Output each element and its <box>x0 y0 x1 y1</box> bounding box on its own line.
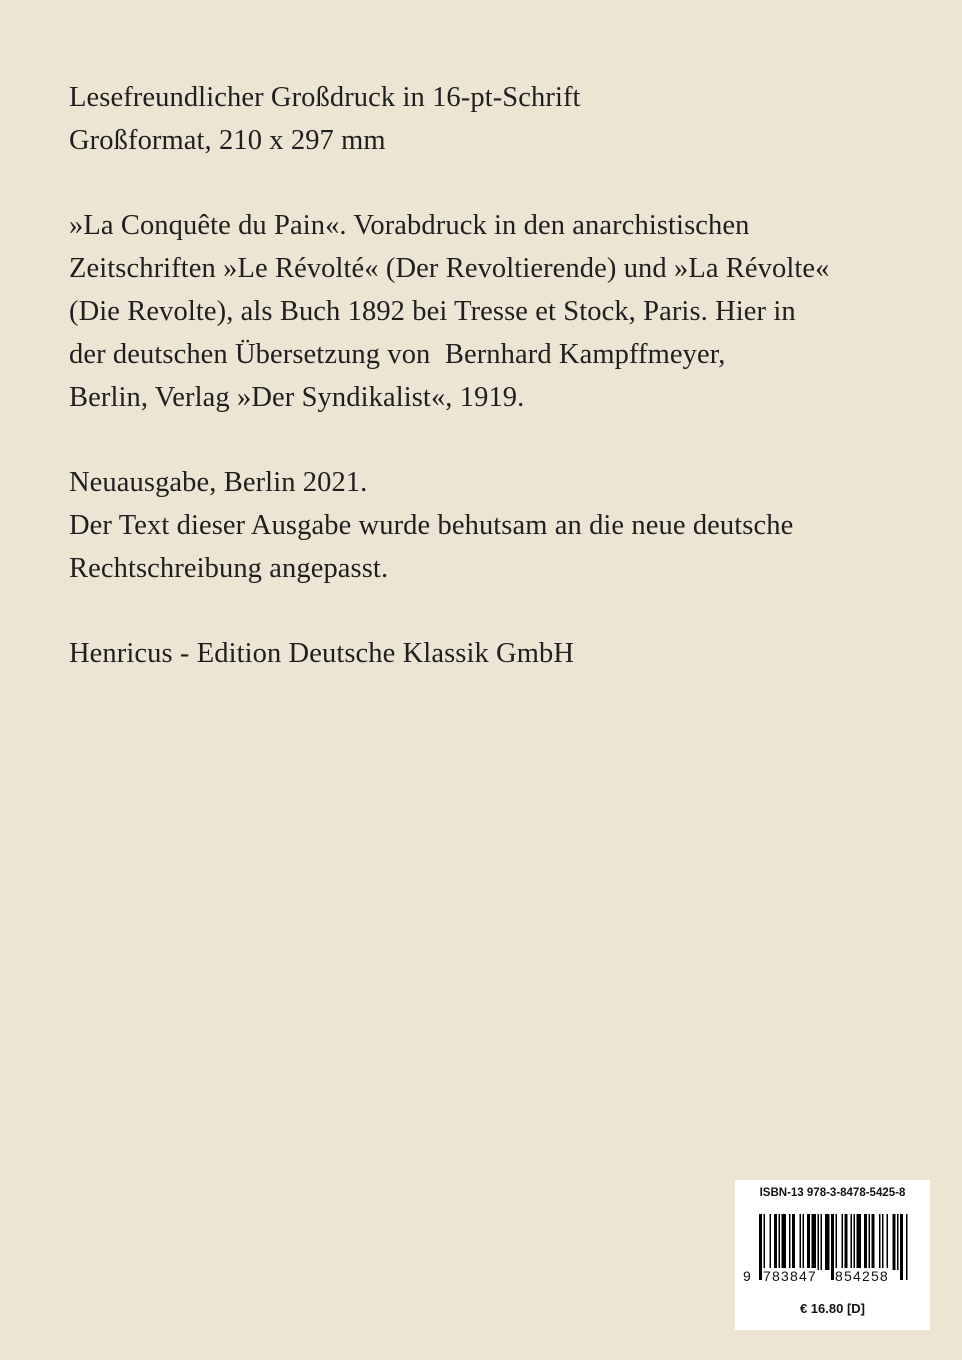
barcode-bar <box>864 1214 867 1270</box>
origin-line: Berlin, Verlag »Der Syndikalist«, 1919. <box>69 382 525 413</box>
barcode-bar <box>792 1214 795 1270</box>
barcode-digit-first: 9 <box>743 1268 752 1284</box>
barcode-bar <box>759 1214 762 1280</box>
text-block <box>69 76 909 717</box>
isbn-number: ISBN-13 978-3-8478-5425-8 <box>759 1187 906 1199</box>
barcode-bar <box>842 1214 844 1270</box>
large-print-line: Lesefreundlicher Großdruck in 16-pt-Schrift <box>69 82 581 113</box>
edition-line: Neuausgabe, Berlin 2021. <box>69 467 368 498</box>
format-line: Großformat, 210 x 297 mm <box>69 125 386 156</box>
price-label: € 16.80 [D] <box>799 1301 866 1316</box>
origin-line: (Die Revolte), als Buch 1892 bei Tresse et Stock, Paris. Hier in <box>69 296 796 327</box>
barcode-bar <box>900 1214 903 1280</box>
format-info <box>69 76 909 162</box>
barcode-bar <box>845 1214 848 1270</box>
barcode-digits-left: 783847 <box>763 1268 817 1284</box>
barcode-bar <box>869 1214 871 1270</box>
barcode-bar <box>789 1214 791 1270</box>
barcode-bar <box>857 1214 862 1270</box>
barcode-bar <box>882 1214 884 1270</box>
barcode-bar <box>872 1214 875 1270</box>
barcode-bar <box>893 1214 896 1270</box>
origin-line: Zeitschriften »Le Révolté« (Der Revoltierende) und »La Révolte« <box>69 253 830 284</box>
barcode-bar <box>887 1214 889 1270</box>
origin-paragraph <box>69 204 909 419</box>
barcode-bar <box>831 1214 834 1280</box>
barcode-bar <box>782 1214 787 1270</box>
barcode-bar <box>803 1214 805 1270</box>
origin-line: der deutschen Übersetzung von Bernhard Kampffmeyer, <box>69 339 726 370</box>
barcode-bar <box>812 1214 817 1270</box>
barcode-digits-right: 854258 <box>835 1268 889 1284</box>
barcode-bar <box>770 1214 772 1270</box>
barcode-bar <box>779 1214 781 1270</box>
edition-line: Rechtschreibung angepasst. <box>69 553 389 584</box>
barcode-bar <box>851 1214 853 1270</box>
barcode-bar <box>818 1214 820 1270</box>
edition-paragraph <box>69 461 909 590</box>
edition-line: Der Text dieser Ausgabe wurde behutsam an die neue deutsche <box>69 510 794 541</box>
barcode-bar <box>879 1214 881 1270</box>
barcode-bar <box>906 1214 908 1280</box>
origin-line: »La Conquête du Pain«. Vorabdruck in den anarchistischen <box>69 210 750 241</box>
barcode-label <box>735 1180 930 1330</box>
barcode-bar <box>807 1214 810 1270</box>
barcode-bar <box>825 1214 830 1270</box>
barcode-bar <box>774 1214 777 1270</box>
barcode-bar <box>854 1214 856 1270</box>
barcode-bar <box>800 1214 802 1270</box>
publisher-name: Henricus - Edition Deutsche Klassik GmbH <box>69 638 575 669</box>
barcode-bar <box>897 1214 899 1270</box>
barcode-bar <box>821 1214 823 1270</box>
publisher-paragraph <box>69 632 909 675</box>
